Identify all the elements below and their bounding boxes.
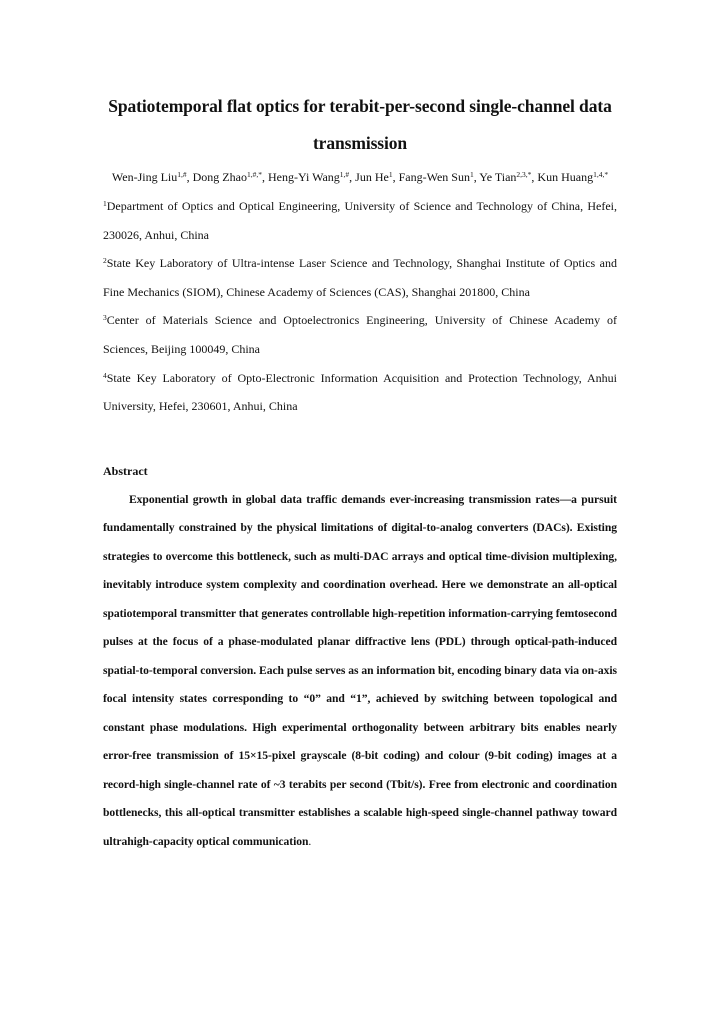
author-list bbox=[103, 163, 617, 192]
author-name: Jun He bbox=[355, 170, 389, 184]
author-separator: , bbox=[261, 170, 268, 184]
abstract-end-period: . bbox=[308, 834, 312, 848]
abstract-body bbox=[103, 486, 617, 857]
affiliation-text: Department of Optics and Optical Engineering, University of Science and Technology of China, Hefei, 230026, Anhui, China bbox=[103, 199, 617, 242]
author-affiliation-marks: 2,3,* bbox=[516, 170, 532, 179]
affiliation-number: 3 bbox=[103, 313, 107, 323]
author-affiliation-marks: 1,# bbox=[177, 170, 187, 179]
author bbox=[399, 170, 480, 184]
author-separator: , bbox=[531, 170, 538, 184]
author-name: Wen-Jing Liu bbox=[111, 170, 178, 184]
abstract-heading: Abstract bbox=[103, 463, 148, 478]
author-name: Heng-Yi Wang bbox=[267, 170, 340, 184]
author-name: Kun Huang bbox=[537, 170, 594, 184]
author-name: Ye Tian bbox=[479, 170, 517, 184]
affiliation-list bbox=[103, 192, 617, 421]
affiliation bbox=[103, 249, 617, 306]
author bbox=[268, 170, 355, 184]
author-affiliation-marks: 1 bbox=[388, 170, 393, 179]
author-separator: , bbox=[392, 170, 399, 184]
author-name: Fang-Wen Sun bbox=[398, 170, 470, 184]
author bbox=[193, 170, 268, 184]
affiliation-text: State Key Laboratory of Opto-Electronic Information Acquisition and Protection Technology, Anhui University, Hefei, 230601, Anhui, China bbox=[103, 370, 617, 414]
affiliation-number: 1 bbox=[103, 199, 107, 208]
author-affiliation-marks: 1,#,* bbox=[246, 170, 262, 179]
affiliation bbox=[103, 306, 617, 363]
author-affiliation-marks: 1 bbox=[469, 170, 474, 179]
author bbox=[112, 170, 193, 184]
affiliation-number: 2 bbox=[103, 256, 107, 266]
abstract-text: Exponential growth in global data traffic demands ever-increasing transmission rates—a pursuit fundamentally constrained by the physical limitations of digital-to-analog converters (DACs). Existing strategies to overcome this bottleneck, such as multi-DAC arrays and optical time-division multiplexing, inevitably introduce system complexity and coordination overhead. Here we demonstrate an all-optical spatiotemporal transmitter that generates controllable high-repetition information-carrying femtosecond pulses at the focus of a phase-modulated planar diffractive lens (PDL) through optical-path-induced spatial-to-temporal conversion. Each pulse serves as an information bit, encoding binary data via on-axis focal intensity states corresponding to “0” and “1”, achieved by switching between topological and constant phase modulations. High experimental orthogonality between arbitrary bits enables nearly error-free transmission of 15×15-pixel grayscale (8-bit coding) and colour (9-bit coding) images at a record-high single-channel rate of ~3 terabits per second (Tbit/s). Free from electronic and coordination bottlenecks, this all-optical transmitter establishes a scalable high-speed single-channel pathway toward ultrahigh-capacity optical communication bbox=[103, 492, 617, 848]
affiliation-text: Center of Materials Science and Optoelectronics Engineering, University of Chinese Academy of Sciences, Beijing 100049, China bbox=[103, 313, 617, 356]
affiliation bbox=[103, 364, 617, 421]
paper-title: Spatiotemporal flat optics for terabit-per-second single-channel data transmission bbox=[108, 96, 612, 153]
author-separator: , bbox=[349, 170, 356, 184]
author bbox=[537, 170, 608, 184]
affiliation-text: State Key Laboratory of Ultra-intense Laser Science and Technology, Shanghai Institute of Optics and Fine Mechanics (SIOM), Chinese Academy of Sciences (CAS), Shanghai 201800, China bbox=[103, 256, 617, 299]
author-separator: , bbox=[473, 170, 480, 184]
author bbox=[479, 170, 537, 184]
author bbox=[355, 170, 398, 184]
author-affiliation-marks: 1,4,* bbox=[593, 170, 609, 179]
affiliation-number: 4 bbox=[103, 370, 107, 380]
author-separator: , bbox=[186, 170, 193, 184]
author-name: Dong Zhao bbox=[192, 170, 247, 184]
affiliation bbox=[103, 192, 617, 249]
author-affiliation-marks: 1,# bbox=[339, 170, 350, 179]
paper-page bbox=[103, 88, 617, 856]
